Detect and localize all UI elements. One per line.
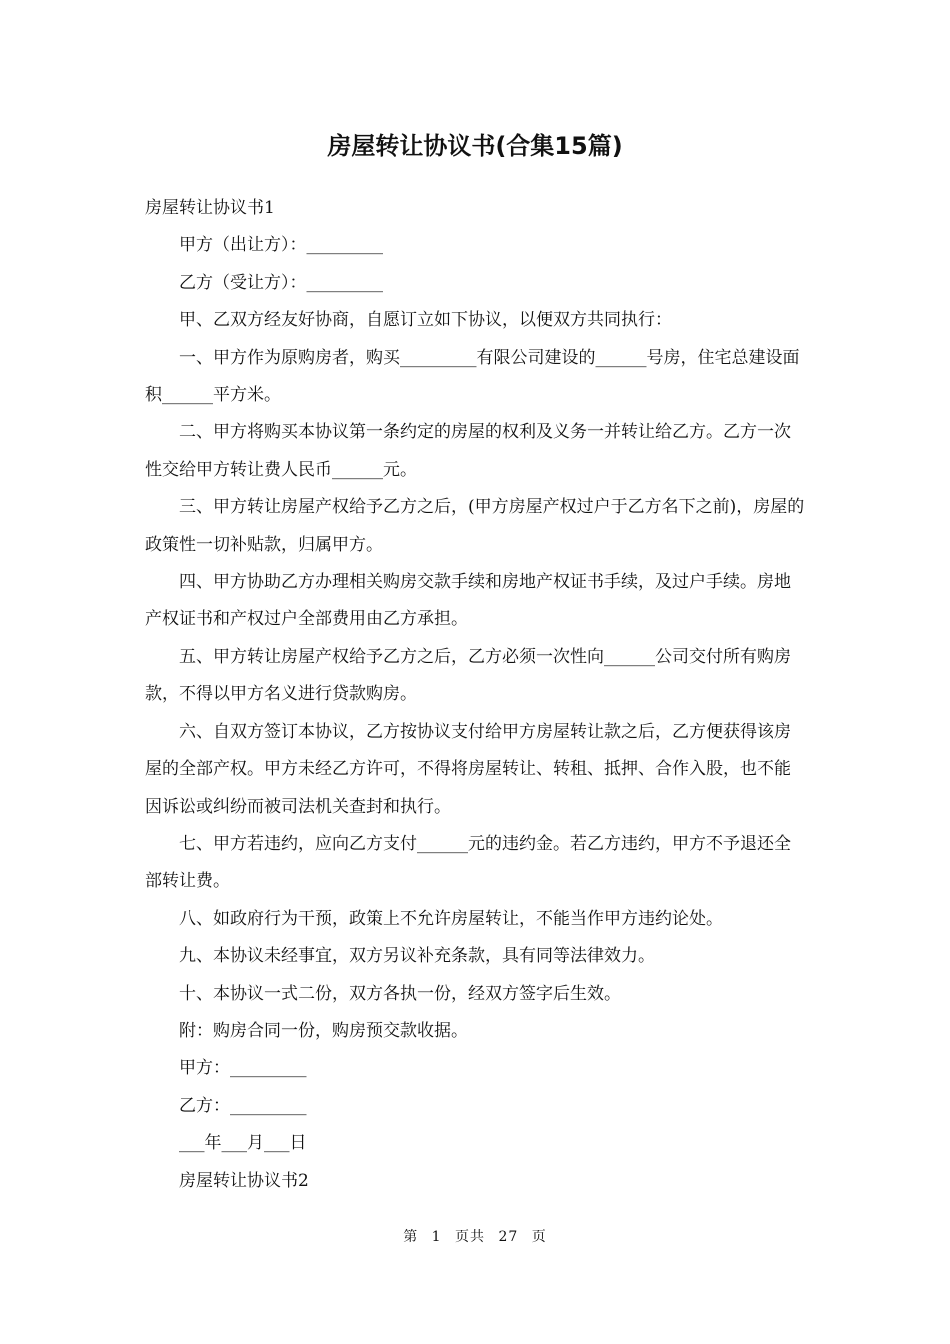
party-b-line: 乙方（受让方）：_________ bbox=[179, 272, 383, 293]
clause-10: 十、本协议一式二份，双方各执一份，经双方签字后生效。 bbox=[179, 983, 621, 1004]
signature-party-a: 甲方：_________ bbox=[179, 1058, 307, 1079]
clause-2: 二、甲方将购买本协议第一条约定的房屋的权利及义务一并转让给乙方。乙方一次性交给甲方转让费人民币______元。 bbox=[145, 422, 791, 480]
clause-4: 四、甲方协助乙方办理相关购房交款手续和房地产权证书手续，及过户手续。房地产权证书和产权过户全部费用由乙方承担。 bbox=[145, 572, 791, 630]
party-a-line: 甲方（出让方）：_________ bbox=[179, 235, 383, 256]
document-body bbox=[145, 190, 807, 1200]
clause-9: 九、本协议未经事宜，双方另议补充条款，具有同等法律效力。 bbox=[179, 946, 655, 967]
signature-party-b: 乙方：_________ bbox=[179, 1095, 307, 1116]
document-title: 房屋转让协议书(合集15篇) bbox=[327, 132, 623, 160]
clause-7: 七、甲方若违约，应向乙方支付______元的违约金。若乙方违约，甲方不予退还全部转让费。 bbox=[145, 833, 791, 892]
next-section-heading: 房屋转让协议书2 bbox=[179, 1170, 309, 1191]
page-footer: 第 1 页共 27 页 bbox=[403, 1229, 547, 1245]
intro-paragraph: 甲、乙双方经友好协商，自愿订立如下协议，以便双方共同执行： bbox=[179, 310, 672, 331]
clause-6: 六、自双方签订本协议，乙方按协议支付给甲方房屋转让款之后，乙方便获得该房屋的全部产权。甲方未经乙方许可，不得将房屋转让、转租、抵押、合作入股，也不能因诉讼或纠纷而被司法机关查封和执行。 bbox=[145, 721, 791, 817]
attachment-note: 附：购房合同一份，购房预交款收据。 bbox=[179, 1020, 468, 1041]
clause-8: 八、如政府行为干预，政策上不允许房屋转让，不能当作甲方违约论处。 bbox=[179, 908, 723, 929]
section-heading: 房屋转让协议书1 bbox=[145, 198, 275, 218]
signature-date: ___年___月___日 bbox=[179, 1133, 307, 1154]
clause-1: 一、甲方作为原购房者，购买_________有限公司建设的______号房，住宅总建设面积______平方米。 bbox=[145, 347, 800, 406]
clause-3: 三、甲方转让房屋产权给予乙方之后，(甲方房屋产权过户于乙方名下之前)，房屋的政策性一切补贴款，归属甲方。 bbox=[145, 497, 805, 555]
clause-5: 五、甲方转让房屋产权给予乙方之后，乙方必须一次性向______公司交付所有购房款，不得以甲方名义进行贷款购房。 bbox=[145, 646, 791, 705]
